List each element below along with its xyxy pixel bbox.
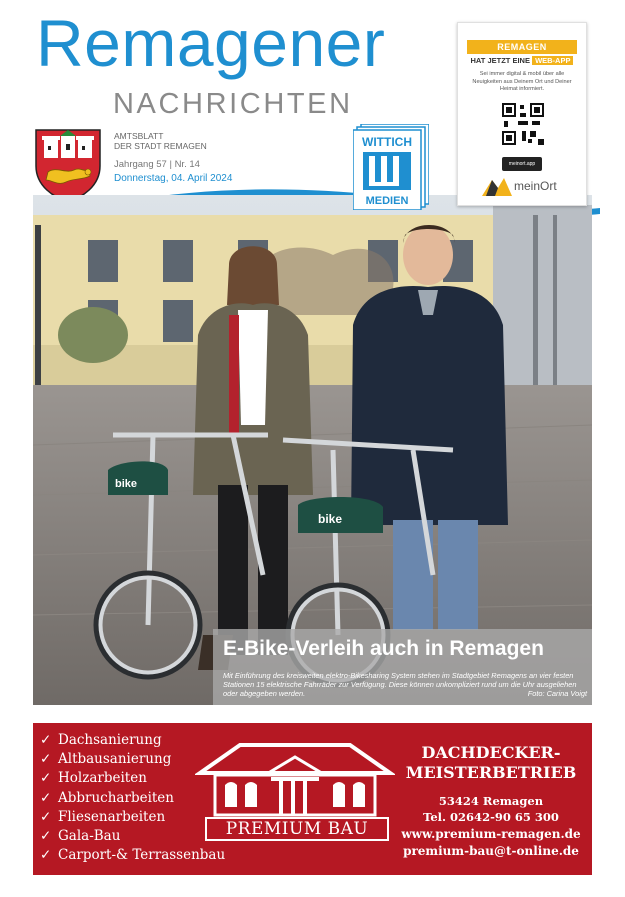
webapp-headline: [464, 56, 580, 65]
bike-basket-label-1: bike: [115, 478, 138, 490]
checkmark-icon: ✓: [40, 789, 52, 806]
wittich-medien-logo: [353, 124, 429, 210]
checkmark-icon: ✓: [40, 770, 52, 787]
brand-name: PREMIUM BAU: [205, 817, 389, 841]
service-label: Gala-Bau: [58, 828, 121, 845]
issue-date: Donnerstag, 04. April 2024: [114, 173, 233, 184]
contact-phone[interactable]: Tel. 02642-90 65 300: [423, 810, 559, 824]
contact-title-line2: MEISTERBETRIEB: [405, 763, 577, 782]
meinort-logo-text: meinOrt: [514, 179, 557, 193]
webapp-brand: REMAGEN: [467, 40, 577, 54]
webapp-badge[interactable]: meinort.app: [502, 157, 542, 171]
premium-bau-ad: [33, 723, 592, 875]
qr-code-icon[interactable]: [502, 103, 544, 145]
amtsblatt-line2: DER STADT REMAGEN: [114, 141, 207, 151]
checkmark-icon: ✓: [40, 847, 52, 864]
checkmark-icon: ✓: [40, 751, 52, 768]
masthead-title: Remagener: [36, 6, 386, 80]
issue-number: Jahrgang 57 | Nr. 14: [114, 159, 200, 170]
contact-website-link[interactable]: www.premium-remagen.de: [401, 827, 581, 841]
service-label: Abbrucharbeiten: [58, 789, 174, 806]
meinort-mountain-icon: [482, 176, 512, 196]
bike-basket-label-2: bike: [318, 512, 343, 526]
contact-block: [393, 743, 589, 860]
webapp-text: Sei immer digital & mobil über alle Neuigkeiten aus Deinem Ort und Deiner Heimat informiert.: [472, 71, 572, 92]
wittich-line2: MEDIEN: [365, 195, 409, 207]
contact-city: 53424 Remagen: [438, 794, 544, 808]
meinort-logo: [480, 176, 580, 198]
webapp-ad: [457, 22, 587, 206]
webapp-headline-highlight: WEB-APP: [532, 56, 573, 65]
cover-headline: E-Bike-Verleih auch in Remagen: [223, 637, 544, 660]
contact-title-line1: DACHDECKER-: [421, 743, 561, 762]
masthead-subtitle: NACHRICHTEN: [113, 88, 353, 120]
webapp-headline-prefix: HAT JETZT EINE: [470, 56, 530, 65]
checkmark-icon: ✓: [40, 808, 52, 825]
amtsblatt-label: [114, 131, 264, 151]
checkmark-icon: ✓: [40, 828, 52, 845]
contact-email-link[interactable]: premium-bau@t-online.de: [403, 844, 579, 858]
photo-credit: Foto: Carina Voigt: [527, 689, 587, 698]
service-item: [40, 846, 225, 865]
service-label: Fliesenarbeiten: [58, 808, 166, 825]
service-label: Altbausanierung: [58, 751, 172, 768]
service-label: Dachsanierung: [58, 732, 162, 748]
service-label: Carport-& Terrassenbau: [58, 847, 226, 864]
amtsblatt-line1: AMTSBLATT: [114, 131, 164, 141]
service-label: Holzarbeiten: [58, 770, 147, 787]
wittich-line1: WITTICH: [362, 135, 412, 149]
checkmark-icon: ✓: [40, 732, 52, 748]
cover-caption: Mit Einführung des kreisweiten elektro-Bikesharing System stehen im Stadtgebiet Remagens an vier festen Stationen 15 elektrische Fahrräder zur Verfügung. Diese können unkompliziert rund um die Uhr ausgeliehen oder abgegeben werden.: [223, 671, 577, 698]
